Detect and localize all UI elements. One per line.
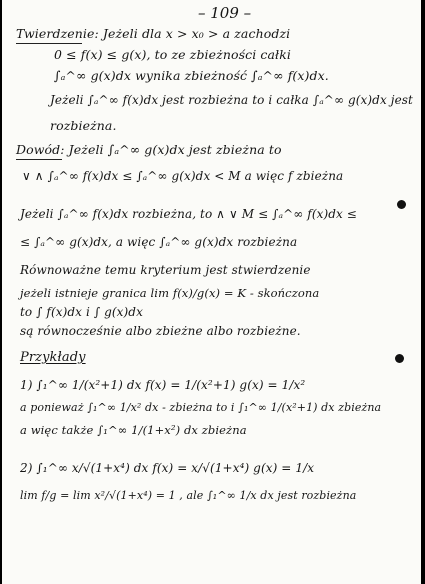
page-number: – 109 – [198,4,252,22]
criterion-line-3: to ∫ f(x)dx i ∫ g(x)dx [20,305,143,319]
theorem-line-3: ∫ₐ^∞ g(x)dx wynika zbieżność ∫ₐ^∞ f(x)dx. [54,68,329,83]
proof-line-1: Dowód: Jeżeli ∫ₐ^∞ g(x)dx jest zbieżna to [16,142,282,157]
proof-underline [16,159,62,160]
criterion-line-4: są równocześnie albo zbieżne albo rozbieżne. [20,324,301,338]
theorem-line-4: Jeżeli ∫ₐ^∞ f(x)dx jest rozbieżna to i całka ∫ₐ^∞ g(x)dx jest [50,93,413,107]
criterion-line-1: Równoważne temu kryterium jest stwierdzenie [20,263,311,277]
criterion-line-2: jeżeli istnieje granica lim f(x)/g(x) = K - skończona [20,286,320,300]
example-1-line-3: a więc także ∫₁^∞ 1/(1+x²) dx zbieżna [20,423,247,437]
example-2-line-1: 2) ∫₁^∞ x/√(1+x⁴) dx f(x) = x/√(1+x⁴) g(x) = 1/x [20,461,315,475]
examples-heading: Przykłady [20,350,86,365]
theorem-line-5: rozbieżna. [50,118,117,133]
margin-dot [395,354,404,363]
theorem-line-2: 0 ≤ f(x) ≤ g(x), to ze zbieżności całki [54,47,291,62]
theorem-underline [16,43,82,44]
example-2-line-2: lim f/g = lim x²/√(1+x⁴) = 1 , ale ∫₁^∞ 1/x dx jest rozbieżna [20,489,357,502]
theorem-line-1: Twierdzenie: Jeżeli dla x > x₀ > a zachodzi [16,26,291,41]
notebook-page [2,0,421,584]
margin-dot [397,200,406,209]
proof-line-3: Jeżeli ∫ₐ^∞ f(x)dx rozbieżna, to ∧ ∨ M ≤ ∫ₐ^∞ f(x)dx ≤ [20,207,357,221]
example-1-line-2: a ponieważ ∫₁^∞ 1/x² dx - zbieżna to i ∫₁^∞ 1/(x²+1) dx zbieżna [20,401,382,414]
proof-line-2: ∨ ∧ ∫ₐ^∞ f(x)dx ≤ ∫ₐ^∞ g(x)dx < M a więc f zbieżna [22,169,344,183]
proof-line-4: ≤ ∫ₐ^∞ g(x)dx, a więc ∫ₐ^∞ g(x)dx rozbieżna [20,235,298,249]
example-1-line-1: 1) ∫₁^∞ 1/(x²+1) dx f(x) = 1/(x²+1) g(x) = 1/x² [20,378,306,392]
